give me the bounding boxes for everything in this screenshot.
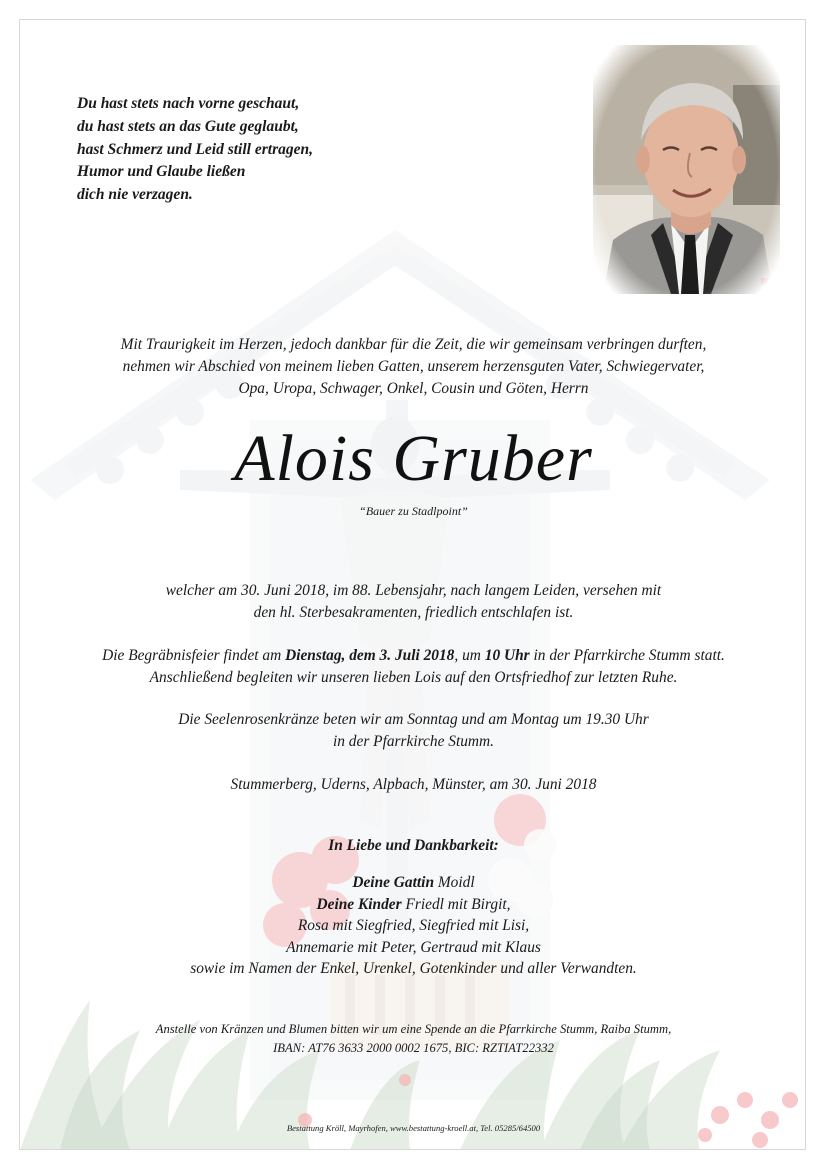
family-spouse [40,872,787,894]
portrait-photo [593,45,780,294]
rosary-notice [40,709,787,753]
funeral-post: in der Pfarrkirche Stumm statt. [529,647,725,664]
undertaker-footer: Bestattung Kröll, Mayrhofen, www.bestattung-kroell.at, Tel. 05285/64500 [286,1123,541,1133]
donation-line: IBAN: AT76 3633 2000 0002 1675, BIC: RZTIAT22332 [273,1041,554,1055]
spouse-name: Moidl [434,874,475,891]
poem-line: hast Schmerz und Leid still ertragen, [77,140,313,158]
family-line: Annemarie mit Peter, Gertraud mit Klaus [286,938,541,956]
family-line: sowie im Namen der Enkel, Urenkel, Gotenkinder und aller Verwandten. [190,960,637,978]
funeral-mid: , um [454,647,485,664]
place-date: Stummerberg, Uderns, Alpbach, Münster, am 30. Juni 2018 [230,776,597,793]
funeral-line [40,645,787,667]
family-list [40,872,787,980]
poem-line: du hast stets an das Gute geglaubt, [77,117,299,135]
rosary-line: Die Seelenrosenkränze beten wir am Sonntag und am Montag um 19.30 Uhr [178,711,649,728]
donation-note [40,1020,787,1058]
family-line: Rosa mit Siegfried, Siegfried mit Lisi, [297,917,530,935]
poem-line: Humor und Glaube ließen [77,163,246,181]
intro-line: Opa, Uropa, Schwager, Onkel, Cousin und Göten, Herrn [238,380,589,397]
death-line: den hl. Sterbesakramenten, friedlich entschlafen ist. [253,604,574,621]
children-first: Friedl mit Birgit, [401,895,511,913]
funeral-line: Anschließend begleiten wir unseren lieben Lois auf den Ortsfriedhof zur letzten Ruhe. [149,669,678,686]
funeral-notice [40,645,787,689]
poem-line: Du hast stets nach vorne geschaut, [77,95,300,112]
family-children [40,894,787,916]
death-notice [40,580,787,624]
funeral-date: Dienstag, dem 3. Juli 2018 [285,647,455,664]
intro-line: nehmen wir Abschied von meinem lieben Gatten, unserem herzensguten Vater, Schwiegervater, [122,358,705,375]
deceased-nickname: “Bauer zu Stadlpoint” [359,504,468,518]
rosary-line: in der Pfarrkirche Stumm. [332,733,494,750]
donation-line: Anstelle von Kränzen und Blumen bitten wir um eine Spende an die Pfarrkirche Stumm, Raiba Stumm, [155,1022,672,1036]
spouse-label: Deine Gattin [352,874,435,891]
deceased-name: Alois Gruber [234,422,593,495]
funeral-pre: Die Begräbnisfeier findet am [102,647,286,664]
memorial-poem [77,93,377,207]
poem-line: dich nie verzagen. [77,186,193,204]
intro-line: Mit Traurigkeit im Herzen, jedoch dankbar für die Zeit, die wir gemeinsam verbringen durften, [120,336,707,353]
intro-text [40,334,787,400]
children-label: Deine Kinder [316,895,402,913]
death-line: welcher am 30. Juni 2018, im 88. Lebensjahr, nach langem Leiden, versehen mit [165,582,662,599]
funeral-time: 10 Uhr [484,647,530,664]
family-heading: In Liebe und Dankbarkeit: [328,837,499,854]
